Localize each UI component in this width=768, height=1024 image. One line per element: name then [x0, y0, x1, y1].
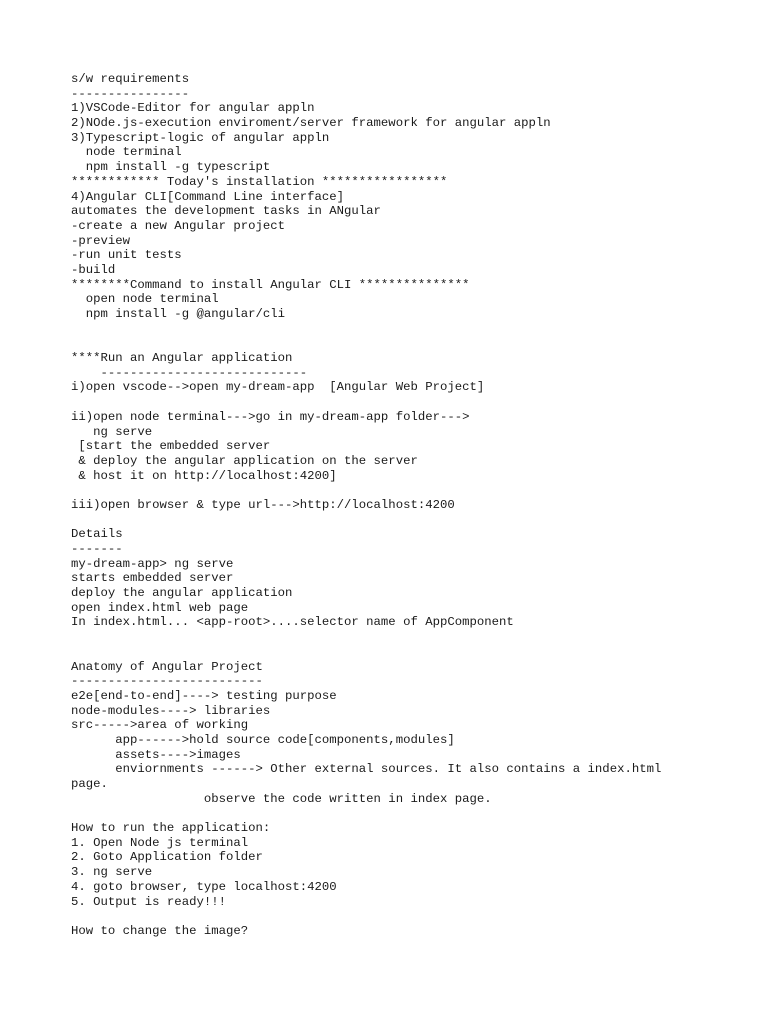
text-line: 4)Angular CLI[Command Line interface] — [71, 189, 345, 204]
text-line: npm install -g typescript — [71, 160, 271, 175]
text-line: ********Command to install Angular CLI *************** — [71, 277, 470, 292]
text-line: open node terminal — [71, 292, 219, 307]
text-line: starts embedded server — [71, 571, 234, 586]
text-line — [71, 645, 731, 660]
text-line: Anatomy of Angular Project — [71, 659, 263, 674]
document-body — [71, 72, 731, 939]
text-line: node terminal — [71, 145, 182, 160]
text-line: automates the development tasks in ANgular — [71, 204, 381, 219]
text-line: 1)VSCode-Editor for angular appln — [71, 101, 315, 116]
text-line: page. — [71, 777, 108, 791]
text-line: 2)NOde.js-execution enviroment/server framework for angular appln — [71, 116, 551, 131]
text-line: In index.html... <app-root>....selector name of AppComponent — [71, 615, 514, 630]
text-line — [71, 513, 731, 528]
text-line: deploy the angular application — [71, 586, 293, 601]
text-line: [start the embedded server — [71, 439, 271, 454]
text-line — [71, 483, 731, 498]
text-line: node-modules----> libraries — [71, 703, 271, 718]
text-line: observe the code written in index page. — [71, 791, 492, 806]
text-line — [71, 630, 731, 645]
text-line: assets---->images — [71, 747, 241, 762]
text-line: 5. Output is ready!!! — [71, 894, 226, 909]
text-line: ************ Today's installation ***************** — [71, 174, 448, 189]
text-line: ------- — [71, 542, 123, 556]
text-line: 1. Open Node js terminal — [71, 835, 249, 850]
text-line: s/w requirements — [71, 72, 190, 86]
text-line: -preview — [71, 233, 131, 248]
text-line: ii)open node terminal--->go in my-dream-app folder---> — [71, 409, 470, 424]
text-line — [71, 806, 731, 821]
text-line: -build — [71, 262, 116, 277]
text-line — [71, 322, 731, 337]
text-line: How to run the application: — [71, 821, 271, 836]
text-line: npm install -g @angular/cli — [71, 307, 286, 321]
text-line: How to change the image? — [71, 923, 249, 938]
text-line — [71, 909, 731, 924]
text-line — [71, 395, 731, 410]
text-line: e2e[end-to-end]----> testing purpose — [71, 688, 337, 703]
text-line: my-dream-app> ng serve — [71, 556, 234, 571]
text-line: -------------------------- — [71, 674, 263, 689]
text-line — [71, 336, 731, 351]
text-line: -create a new Angular project — [71, 218, 286, 233]
text-line: Details — [71, 527, 123, 542]
text-line: open index.html web page — [71, 600, 249, 615]
text-line: ng serve — [71, 424, 153, 439]
text-line: ---------------- — [71, 86, 190, 101]
text-line: ****Run an Angular application — [71, 351, 293, 366]
text-line: iii)open browser & type url--->http://localhost:4200 — [71, 497, 455, 512]
text-line: ---------------------------- — [71, 365, 308, 380]
text-line: i)open vscode-->open my-dream-app [Angular Web Project] — [71, 380, 485, 395]
text-line: & host it on http://localhost:4200] — [71, 468, 337, 483]
text-line: enviornments ------> Other external sources. It also contains a index.html — [71, 762, 662, 777]
text-line: 2. Goto Application folder — [71, 850, 263, 865]
text-line: -run unit tests — [71, 248, 182, 263]
text-line: 3. ng serve — [71, 865, 153, 880]
text-line: src----->area of working — [71, 718, 249, 733]
text-line: 3)Typescript-logic of angular appln — [71, 130, 330, 145]
text-line: app------>hold source code[components,modules] — [71, 732, 455, 747]
text-line: & deploy the angular application on the server — [71, 453, 418, 468]
text-line: 4. goto browser, type localhost:4200 — [71, 879, 337, 894]
